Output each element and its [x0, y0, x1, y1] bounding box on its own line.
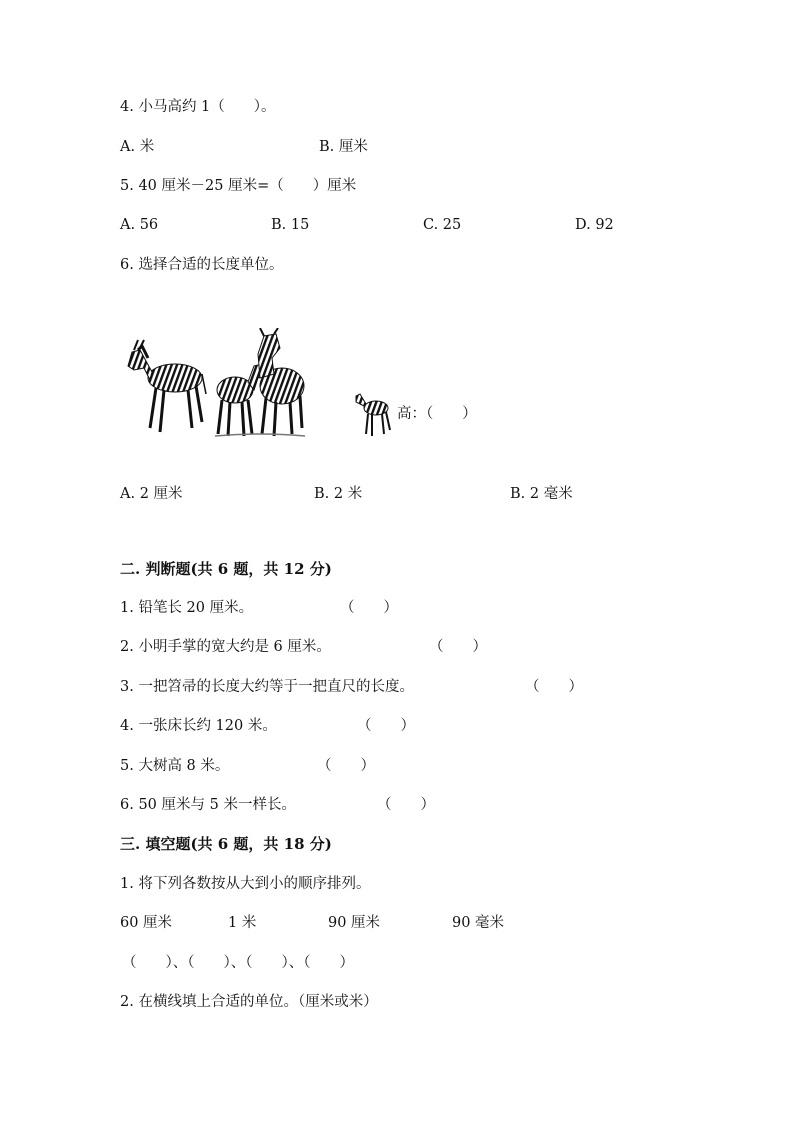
question-6-stem: 6. 选择合适的长度单位。: [120, 257, 284, 273]
judge-item-6: 6. 50 厘米与 5 米一样长。: [120, 797, 296, 813]
question-5-stem: 5. 40 厘米－25 厘米=（ ）厘米: [120, 178, 357, 194]
fill-heading: 三. 填空题(共 6 题，共 18 分): [120, 835, 332, 853]
q5-option-b: B. 15: [271, 217, 310, 233]
judge-item-4-blank: （ ）: [357, 718, 415, 734]
judge-item-5: 5. 大树高 8 米。: [120, 758, 230, 774]
q6-option-c: B. 2 毫米: [510, 486, 573, 502]
judge-item-1-blank: （ ）: [340, 600, 398, 616]
zebra-left-icon: [128, 340, 206, 432]
zebra-middle-icon: [217, 364, 266, 436]
judge-heading: 二. 判断题(共 6 题，共 12 分): [120, 560, 332, 578]
fill-q1-value-2: 1 米: [228, 915, 257, 931]
fill-q1-stem: 1. 将下列各数按从大到小的顺序排列。: [120, 876, 371, 892]
question-4-stem: 4. 小马高约 1（ ）。: [120, 99, 276, 115]
judge-item-5-blank: （ ）: [317, 758, 375, 774]
fill-q1-value-3: 90 厘米: [328, 915, 381, 931]
judge-item-3: 3. 一把笤帚的长度大约等于一把直尺的长度。: [120, 679, 414, 695]
q6-option-a: A. 2 厘米: [120, 486, 183, 502]
q4-option-b: B. 厘米: [319, 139, 368, 155]
fill-q1-value-1: 60 厘米: [120, 915, 173, 931]
q5-option-d: D. 92: [575, 217, 614, 233]
q6-option-b: B. 2 米: [314, 486, 363, 502]
q5-option-c: C. 25: [423, 217, 462, 233]
fill-q2-stem: 2. 在横线填上合适的单位。（厘米或米）: [120, 994, 378, 1010]
judge-item-6-blank: （ ）: [377, 797, 435, 813]
fill-q1-answer-line: （ ）、（ ）、（ ）、（ ）: [122, 955, 354, 971]
zebra-picture: [120, 328, 400, 448]
judge-item-2-blank: （ ）: [429, 639, 487, 655]
zebra-small-icon: [356, 394, 390, 436]
judge-item-2: 2. 小明手掌的宽大约是 6 厘米。: [120, 639, 331, 655]
q6-height-label: 高：（ ）: [397, 406, 477, 422]
judge-item-4: 4. 一张床长约 120 米。: [120, 718, 277, 734]
q4-option-a: A. 米: [120, 139, 155, 155]
judge-item-1: 1. 铅笔长 20 厘米。: [120, 600, 254, 616]
q5-option-a: A. 56: [120, 217, 159, 233]
judge-item-3-blank: （ ）: [525, 679, 583, 695]
fill-q1-value-4: 90 毫米: [452, 915, 505, 931]
